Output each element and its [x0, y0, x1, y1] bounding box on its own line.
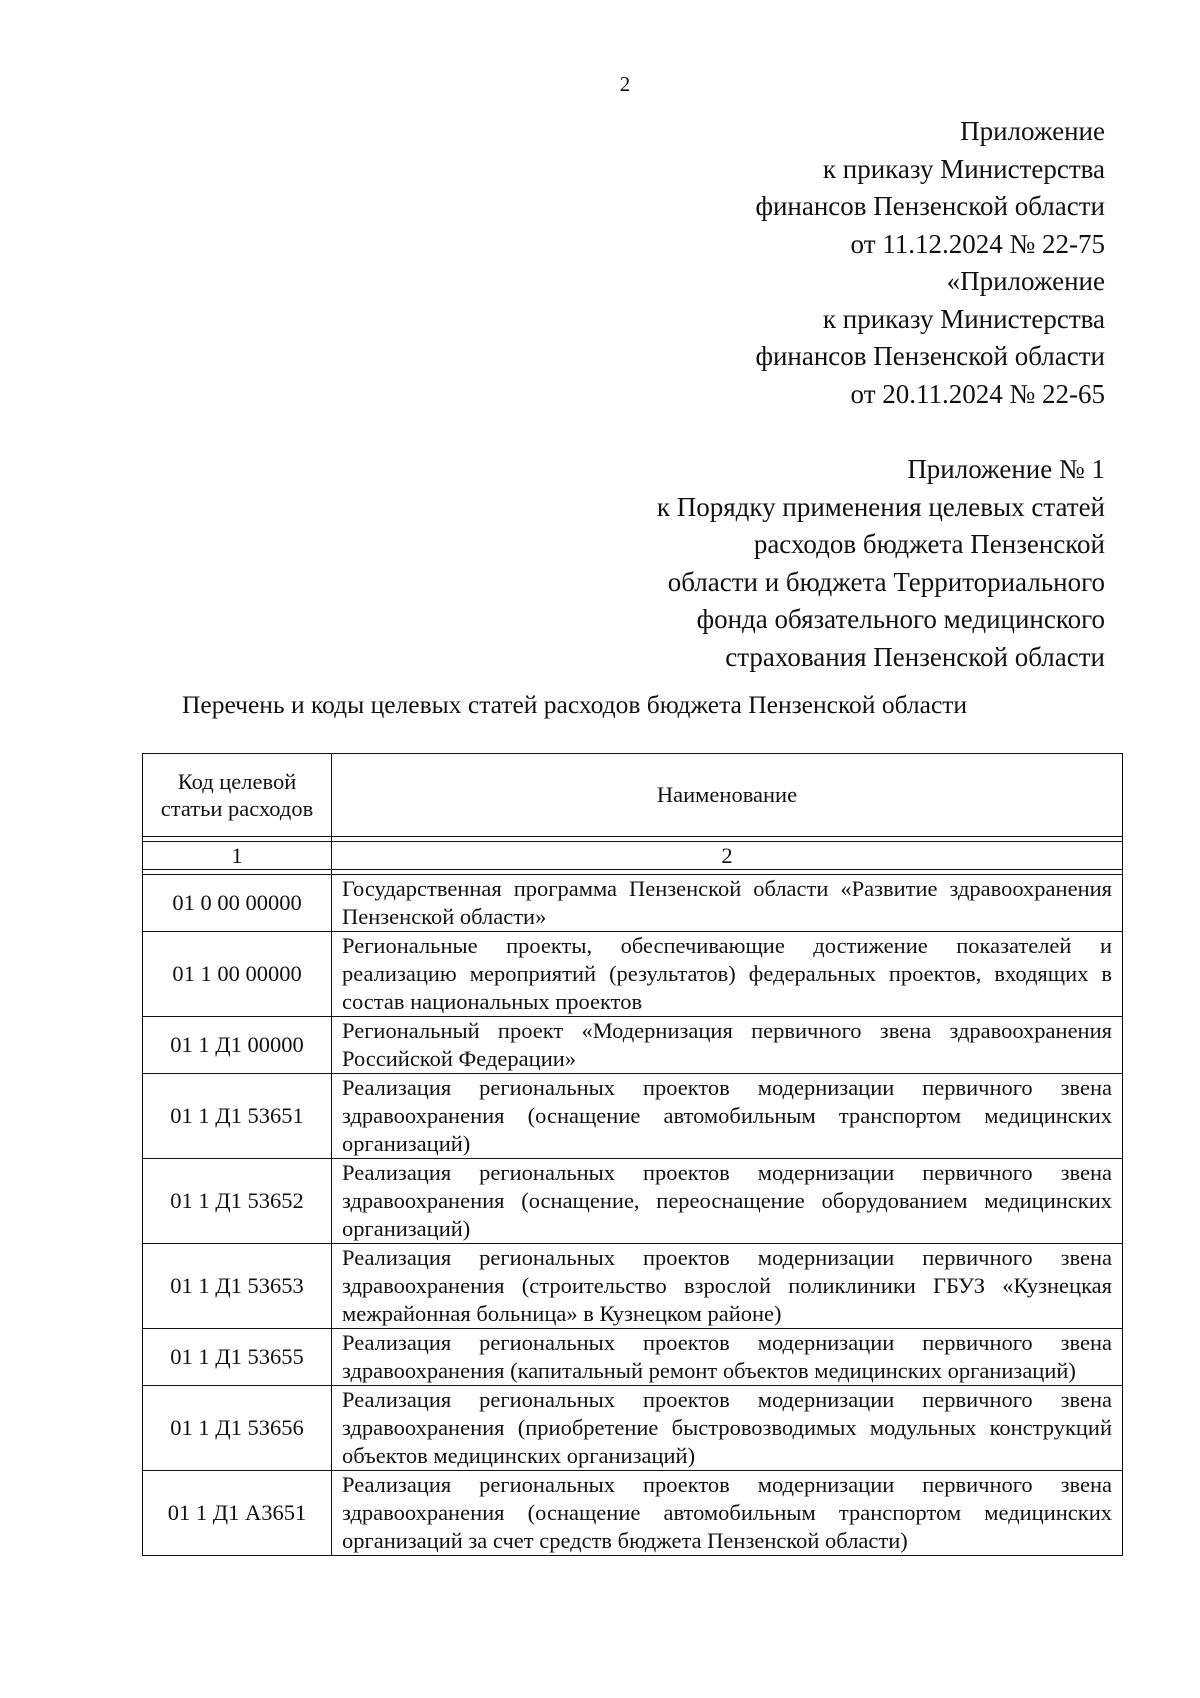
table-row: [143, 1329, 1123, 1386]
row-code: 01 1 00 00000: [143, 932, 332, 1017]
row-code: 01 1 Д1 00000: [143, 1017, 332, 1074]
row-name: Реализация региональных проектов модернизации первичного звена здравоохранения (оснащение, переоснащение оборудованием медицинских организаций): [332, 1159, 1123, 1244]
row-name: Реализация региональных проектов модернизации первичного звена здравоохранения (оснащение автомобильным транспортом медицинских организаций за счет средств бюджета Пензенской области): [332, 1471, 1123, 1556]
column-number-1: 1: [143, 842, 332, 870]
appendix-line: «Приложение: [946, 266, 1105, 296]
row-code: 01 1 Д1 А3651: [143, 1471, 332, 1556]
table-row: [143, 1074, 1123, 1159]
row-code: 01 1 Д1 53652: [143, 1159, 332, 1244]
appendix-line: от 11.12.2024 № 22-75: [850, 228, 1105, 259]
header-name: Наименование: [332, 754, 1123, 837]
appendix-line: страхования Пензенской области: [725, 641, 1105, 672]
appendix-line: к Порядку применения целевых статей: [656, 491, 1105, 522]
appendix-reference-main: [755, 113, 1105, 413]
row-name: Региональные проекты, обеспечивающие достижение показателей и реализацию мероприятий (результатов) федеральных проектов, входящих в состав национальных проектов: [332, 932, 1123, 1017]
row-code: 01 1 Д1 53651: [143, 1074, 332, 1159]
row-code: 01 0 00 00000: [143, 875, 332, 932]
appendix-line: к приказу Министерства: [822, 303, 1105, 334]
table-row: [143, 1159, 1123, 1244]
column-numbers-row: [143, 842, 1123, 870]
target-items-table: [142, 753, 1123, 1556]
table-row: [143, 875, 1123, 932]
table-row: [143, 1471, 1123, 1556]
table-header-row: [143, 754, 1123, 837]
page-number: 2: [619, 72, 631, 96]
appendix-line: Приложение: [960, 116, 1105, 146]
appendix-line: области и бюджета Территориального: [667, 566, 1105, 597]
table-row: [143, 1017, 1123, 1074]
appendix-reference-order: [657, 451, 1105, 676]
appendix-line: Приложение № 1: [907, 454, 1105, 484]
appendix-line: от 20.11.2024 № 22-65: [850, 378, 1105, 409]
row-name: Реализация региональных проектов модернизации первичного звена здравоохранения (строительство взрослой поликлиники ГБУЗ «Кузнецкая межрайонная больница» в Кузнецком районе): [332, 1244, 1123, 1329]
row-name: Государственная программа Пензенской области «Развитие здравоохранения Пензенской области»: [332, 875, 1123, 932]
row-name: Региональный проект «Модернизация первичного звена здравоохранения Российской Федерации»: [332, 1017, 1123, 1074]
table-row: [143, 932, 1123, 1017]
table-row: [143, 1244, 1123, 1329]
appendix-line: расходов бюджета Пензенской: [753, 529, 1105, 559]
row-name: Реализация региональных проектов модернизации первичного звена здравоохранения (капитальный ремонт объектов медицинских организаций): [332, 1329, 1123, 1386]
appendix-line: фонда обязательного медицинского: [696, 604, 1105, 634]
appendix-line: к приказу Министерства: [822, 153, 1105, 184]
column-number-2: 2: [332, 842, 1123, 870]
appendix-line: финансов Пензенской области: [755, 191, 1105, 221]
row-code: 01 1 Д1 53655: [143, 1329, 332, 1386]
row-code: 01 1 Д1 53656: [143, 1386, 332, 1471]
row-code: 01 1 Д1 53653: [143, 1244, 332, 1329]
header-code: Код целевой статьи расходов: [143, 754, 332, 837]
appendix-line: финансов Пензенской области: [755, 341, 1105, 371]
document-title: Перечень и коды целевых статей расходов бюджета Пензенской области: [182, 690, 968, 719]
table-row: [143, 1386, 1123, 1471]
row-name: Реализация региональных проектов модернизации первичного звена здравоохранения (оснащение автомобильным транспортом медицинских организаций): [332, 1074, 1123, 1159]
row-name: Реализация региональных проектов модернизации первичного звена здравоохранения (приобретение быстровозводимых модульных конструкций объектов медицинских организаций): [332, 1386, 1123, 1471]
